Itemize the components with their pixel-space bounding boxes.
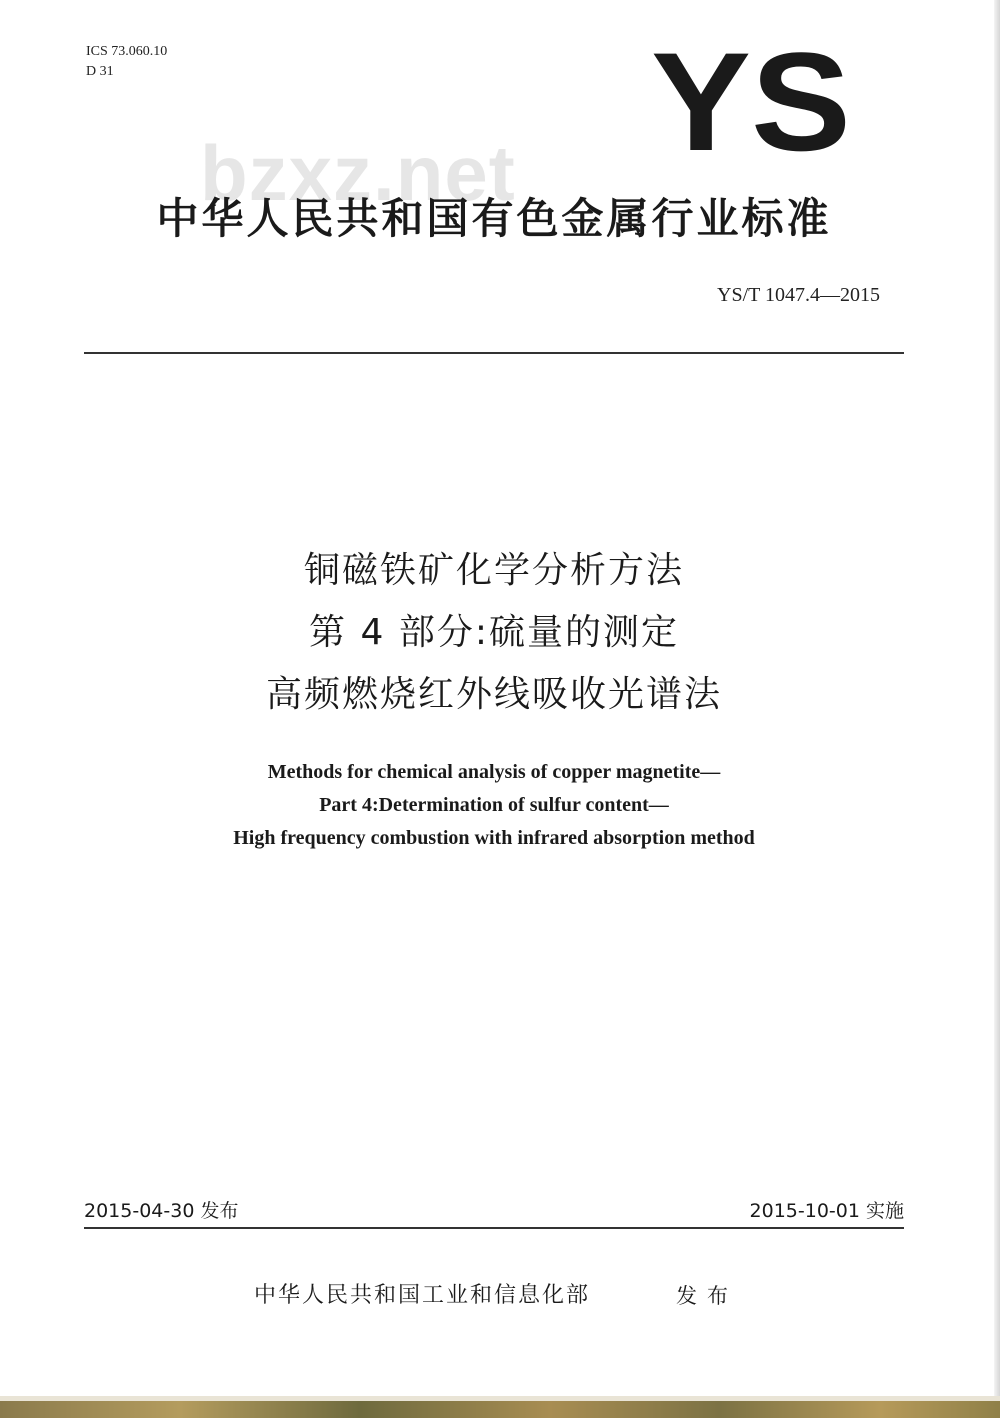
chinese-title <box>84 540 904 726</box>
background-strip <box>0 1396 1000 1418</box>
ics-code: ICS 73.060.10 <box>86 44 168 59</box>
standard-number: YS/T 1047.4—2015 <box>717 284 880 306</box>
bottom-divider <box>84 1227 904 1229</box>
english-title-line-1: Methods for chemical analysis of copper magnetite— <box>267 761 721 783</box>
english-title-line-3: High frequency combustion with infrared absorption method <box>233 827 755 849</box>
issue-date: 2015-04-30 发布 <box>84 1200 239 1222</box>
watermark: bzxz.net <box>200 129 516 217</box>
chinese-title-line-1: 铜磁铁矿化学分析方法 <box>303 550 684 591</box>
chinese-title-line-2: 第 4 部分:硫量的测定 <box>309 612 679 653</box>
publish-label: 发布 <box>676 1284 738 1308</box>
ys-logo <box>648 42 854 162</box>
chinese-title-line-3: 高频燃烧红外线吸收光谱法 <box>265 674 722 715</box>
standard-category-title: 中华人民共和国有色金属行业标准 <box>156 194 832 243</box>
publisher-name: 中华人民共和国工业和信息化部 <box>254 1283 591 1308</box>
english-title-line-2: Part 4:Determination of sulfur content— <box>319 794 669 816</box>
page-edge-shadow <box>994 0 1000 1418</box>
english-title <box>84 756 904 855</box>
ys-logo-text: YS <box>651 42 851 162</box>
classification-codes <box>86 42 167 82</box>
implementation-date: 2015-10-01 实施 <box>749 1200 904 1222</box>
top-divider <box>84 352 904 354</box>
ccs-code: D 31 <box>86 64 114 79</box>
